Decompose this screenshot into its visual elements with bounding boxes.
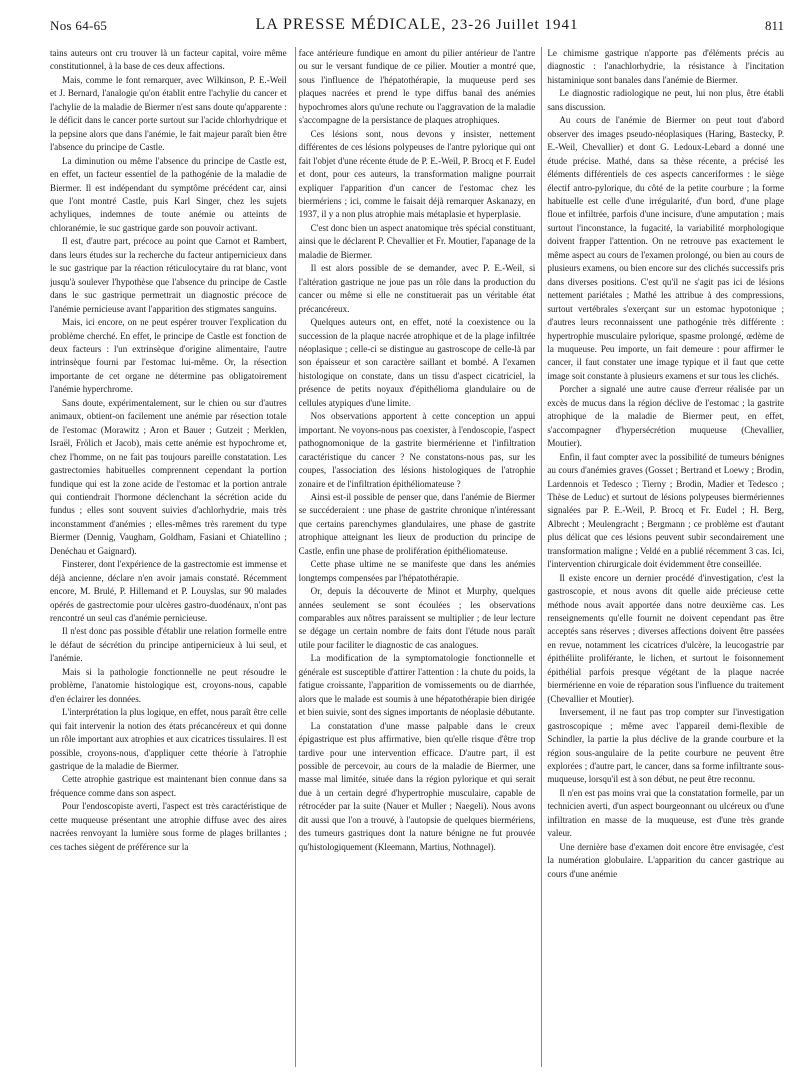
paragraph: Il n'est donc pas possible d'établir une relation formelle entre le défaut de sécrétion du principe antipernicieux à lui seul, et l'anémie.: [50, 626, 287, 664]
paragraph: Au cours de l'anémie de Biermer on peut tout d'abord observer des images pseudo-néoplasiques (Haring, Bastecky, P. E.-Weil, Chevallier) et dont G. Ledoux-Lebard a donné une étude précise. Mathé, dans sa thèse récente, a précisé les éléments différentiels de ces aspects canceriformes : le siège électif antro-pylorique, du côté de la petite courbure ; la forme habituelle est celle d'une irrégularité, d'un bord, d'une plage floue et infiltrée, parfois d'une incisure, d'une amputation ; mais surtout l'inconstance, la fugacité, la variabilité morphologique doivent frapper l'attention. On ne retrouve pas exactement le même aspect au cours de l'examen prolongé, ou bien au cours de plusieurs examens, ou bien encore sur des clichés successifs pris dans diverses positions. C'est qu'il ne s'agit pas ici de lésions nettement pariétales ; Mathé les attribue à des compressions, surtout vertébrales s'exerçant sur un estomac hypotonique ; d'autres leurs reconnaissent une pathogénie très différente : hypertrophie musculaire pylorique, spasme prolongé, œdème de la muqueuse. Peu importe, un fait demeure : pour affirmer le cancer, il faut constater une image typique et il faut que cette image soit constante à plusieurs examens et sur tous les clichés.: [547, 115, 785, 381]
paragraph: Le chimisme gastrique n'apporte pas d'éléments précis au diagnostic : l'anachlorhydrie, la résistance à l'incitation histaminique sont banales dans l'anémie de Biermer.: [547, 48, 785, 85]
paragraph: Ces lésions sont, nous devons y insister, nettement différentes de ces lésions polypeuses de l'antre pylorique qui ont fait l'objet d'une récente étude de P. E.-Weil, P. Brocq et F. Eudel et dont, pour ces auteurs, la transformation maligne pourrait expliquer l'apparition d'un cancer de l'estomac chez les biermériens ; ici, comme le faisait déjà remarquer Askanazy, en 1937, il y a non plus atrophie mais métaplasie et hyperplasie.: [298, 128, 536, 220]
paragraph: Cette atrophie gastrique est maintenant bien connue dans sa fréquence comme dans son aspect.: [50, 774, 287, 798]
text-column-middle: [299, 47, 536, 1072]
page-header: [50, 18, 784, 40]
paragraph: Il n'en est pas moins vrai que la constatation formelle, par un technicien averti, d'un aspect bourgeonnant ou ulcéreux ou d'une infiltration en masse de la muqueuse, est d'une très grande valeur.: [547, 787, 785, 839]
running-title: [50, 16, 784, 34]
paragraph: Finsterer, dont l'expérience de la gastrectomie est immense et déjà ancienne, déclare n'en avoir jamais constaté. Récemment encore, M. Brulé, P. Hillemand et P. Louyslas, sur 90 malades opérés de gastrectomie pour ulcères gastro-duodénaux, n'ont pas rencontré un seul cas d'anémie pernicieuse.: [50, 559, 287, 624]
journal-name: LA PRESSE MÉDICALE,: [255, 16, 447, 33]
issue-number: Nos 64-65: [50, 18, 108, 33]
paragraph: face antérieure fundique en amont du pilier antérieur de l'antre ou sur le versant fundique de ce pilier. Moutier a montré que, sous l'influence de l'hépatothérapie, la muqueuse perd ses plaques nacrées et prend le type diffus banal des anémies hypochromes alors qu'une rechute ou l'aggravation de la maladie s'accompagne de la persistance de plaques atrophiques.: [298, 48, 536, 126]
paragraph: Quelques auteurs ont, en effet, noté la coexistence ou la succession de la plaque nacrée atrophique et de la plage infiltrée néoplasique ; celle-ci se distingue au gastroscope de celle-là par son épaisseur et son caractère saillant et bombé. A l'examen histologique on constate, dans un tissu d'aspect cicatriciel, la présence de petits noyaux d'épithélioma glandulaire ou de cellules atypiques d'une limite.: [298, 317, 536, 408]
paragraph: Le diagnostic radiologique ne peut, lui non plus, être établi sans discussion.: [547, 88, 785, 112]
paragraph: Une dernière base d'examen doit encore être envisagée, c'est la numération globulaire. L'apparition du cancer gastrique au cours d'une anémie: [547, 841, 785, 879]
paragraph: La modification de la symptomatologie fonctionnelle et générale est susceptible d'attirer l'attention : la chute du poids, la fatigue croissante, l'apparition de vomissements ou de diarrhée, alors que le malade est soumis à une hépatothérapie bien dirigée et bien suivie, sont des signes importants de néoplasie débutante.: [298, 653, 536, 718]
paragraph: La constatation d'une masse palpable dans le creux épigastrique est plus affirmative, bien qu'elle risque d'être trop tardive pour une intervention efficace. D'autre part, il est possible de percevoir, au cours de la maladie de Biermer, une masse mal limitée, située dans la région pylorique et qui serait due à un certain degré d'hypertrophie musculaire, capable de rétrocéder par la suite (Nauer et Muller ; Naegeli). Nous avons dit aussi que l'on a trouvé, à l'autopsie de quelques biermériens, des tumeurs gastriques dont la nature bénigne ne fut prouvée qu'histologiquement (Kleemann, Martius, Nothnagel).: [298, 720, 536, 852]
paragraph: Il existe encore un dernier procédé d'investigation, c'est la gastroscopie, et nous avons dit quelle aide précieuse cette méthode nous avait apportée dans notre deuxième cas. Les renseignements qu'elle fournit ne doivent cependant pas être acceptés sans réserves ; diverses affections doivent être passées en revue, notamment les cicatrices d'ulcère, la leucogastrie par épithéliite proliférante, le lichen, et surtout le foisonnement épithélial parfois presque végétant de la plaque nacrée biermérienne en voie de réparation sous l'influence du traitement (Chevallier et Moutier).: [547, 572, 785, 704]
paragraph: Cette phase ultime ne se manifeste que dans les anémies longtemps compensées par l'hépatothérapie.: [298, 559, 536, 583]
paragraph: Mais, comme le font remarquer, avec Wilkinson, P. E.-Weil et J. Bernard, l'analogie qu'on établit entre l'achylie du cancer et l'achylie de la maladie de Biermer n'est sans doute qu'apparente : le déficit dans le cancer porte surtout sur l'acide chlorhydrique et la pepsine alors que dans l'anémie, le fait majeur paraît bien être l'absence du principe de Castle.: [50, 74, 287, 153]
paragraph: Il est alors possible de se demander, avec P. E.-Weil, si l'altération gastrique ne joue pas un rôle dans la production du cancer ou même si elle ne constituerait pas un véritable état précancéreux.: [298, 263, 536, 314]
paragraph: Nos observations apportent à cette conception un appui important. Ne voyons-nous pas coexister, à l'endoscopie, l'aspect pathognomonique de la gastrite biermérienne et l'infiltration caractéristique du cancer ? Ne constatons-nous pas, sur les coupes, l'association des lésions histologiques de l'atrophie zonaire et de l'infiltration épithéliomateuse ?: [298, 411, 536, 489]
paragraph: Inversement, il ne faut pas trop compter sur l'investigation gastroscopique ; même avec l'appareil demi-flexible de Schindler, la partie la plus déclive de la grande courbure et la région sous-angulaire de la petite courbure ne peuvent être explorées ; d'autre part, le cancer, dans sa forme infiltrante sous-muqueuse, lorsqu'il est à son début, ne peut être reconnu.: [547, 707, 785, 785]
issue-date: 23-26 Juillet 1941: [451, 17, 579, 33]
paragraph: Enfin, il faut compter avec la possibilité de tumeurs bénignes au cours d'anémies graves (Gosset ; Bertrand et Loewy ; Brodin, Lardennois et Tedesco ; Tierny ; Brodin, Madier et Tedesco ; Thèse de Leduc) et surtout de lésions polypeuses biermériennes signalées par P. E.-Weil, P. Brocq et Fr. Eudel ; H. Berg, Albrecht ; Meulengracht ; Bergmann ; ce problème est d'autant plus délicat que ces lésions peuvent subir secondairement une transformation maligne ; Veldé en a publié récemment 3 cas. Ici, l'intervention chirurgicale doit évidemment être conseillée.: [547, 451, 785, 570]
paragraph: L'interprétation la plus logique, en effet, nous paraît être celle qui fait intervenir la notion des états précancéreux et qui donne un rôle important aux atrophies et aux cicatrices tissulaires. Il est possible, croyons-nous, d'appliquer cette théorie à l'atrophie gastrique de la maladie de Biermer.: [50, 707, 287, 772]
paragraph: tains auteurs ont cru trouver là un facteur capital, voire même constitutionnel, à la base de ces deux affections.: [50, 48, 287, 72]
paragraph: Ainsi est-il possible de penser que, dans l'anémie de Biermer se succéderaient : une phase de gastrite chronique n'intéressant que certains parenchymes glandulaires, une phase de gastrite atrophique atteignant les lieux de production du principe de Castle, enfin une phase de prolifération épithéliomateuse.: [298, 491, 536, 556]
paragraph: Pour l'endoscopiste averti, l'aspect est très caractéristique de cette muqueuse présentant une atrophie diffuse avec des aires nacrées renvoyant la lumière sous forme de plages brillantes ; ces taches siègent de préférence sur la: [50, 801, 287, 852]
paragraph: Mais si la pathologie fonctionnelle ne peut résoudre le problème, l'anatomie histologique est, croyons-nous, capable d'en éclairer les données.: [50, 666, 287, 704]
text-column-right: [547, 47, 784, 1072]
paragraph: Porcher a signalé une autre cause d'erreur réalisée par un excès de mucus dans la région déclive de l'estomac ; la gastrite atrophique de la maladie de Biermer peut, en effet, s'accompagner d'hypersécrétion muqueuse (Chevallier, Moutier).: [547, 384, 785, 449]
paragraph: Or, depuis la découverte de Minot et Murphy, quelques années seulement se sont écoulées ; les observations comparables aux nôtres paraissent se multiplier ; de leur lecture se dégage un certain nombre de faits dont l'étude nous paraît utile pour faciliter le diagnostic de cas analogues.: [298, 586, 536, 650]
paragraph: Sans doute, expérimentalement, sur le chien ou sur d'autres animaux, obtient-on facilement une anémie par résection totale de l'estomac (Morawitz ; Aron et Bauer ; Gutzeit ; Merklen, Israël, Frölich et Jacob), mais cette anémie est hypochrome et, chez l'homme, on ne fait pas toujours pareille constatation. Les gastrectomies habituelles comprennent cependant la portion fundique qui est la zone acide de l'estomac et la portion antrale qui contiendrait l'hormone déclenchant la sécrétion acide du fundus ; elles sont souvent suivies d'achlorhydrie, mais très inconstamment d'anémies ; elles-mêmes très rarement du type Biermer (Dennig, Vaugham, Goldham, Fasiani et Chiatellino ; Denéchau et Gaignard).: [50, 397, 287, 556]
paragraph: C'est donc bien un aspect anatomique très spécial constituant, ainsi que le déclarent P. Chevallier et Fr. Moutier, l'apanage de la maladie de Biermer.: [298, 222, 536, 260]
text-column-left: [50, 47, 287, 1072]
page-number: 811: [764, 18, 784, 33]
paragraph: Il est, d'autre part, précoce au point que Carnot et Rambert, dans leurs études sur la recherche du facteur antipernicieux dans le suc gastrique par la réaction réticulocytaire du rat blanc, vont jusqu'à soulever l'hypothèse que l'absence du principe de Castle dans le suc gastrique permettrait un diagnostic précoce de l'anémie pernicieuse avant l'apparition des stigmates sanguins.: [50, 236, 287, 314]
article-body: [50, 47, 784, 1072]
paragraph: Mais, ici encore, on ne peut espérer trouver l'explication du problème cherché. En effet, le principe de Castle est fonction de deux facteurs : l'un extrinsèque d'origine alimentaire, l'autre intrinsèque fourni par l'estomac lui-même. Or, la résection importante de cet organe ne détermine pas obligatoirement l'anémie hyperchrome.: [50, 317, 287, 395]
paragraph: La diminution ou même l'absence du principe de Castle est, en effet, un facteur essentiel de la pathogénie de la maladie de Biermer. Il est indépendant du symptôme précédent car, ainsi que l'ont montré Castle, puis Karl Singer, chez les sujets achyliques, indemnes de toute anémie ou atteints de chloranémie, le suc gastrique garde son pouvoir activant.: [50, 155, 287, 233]
